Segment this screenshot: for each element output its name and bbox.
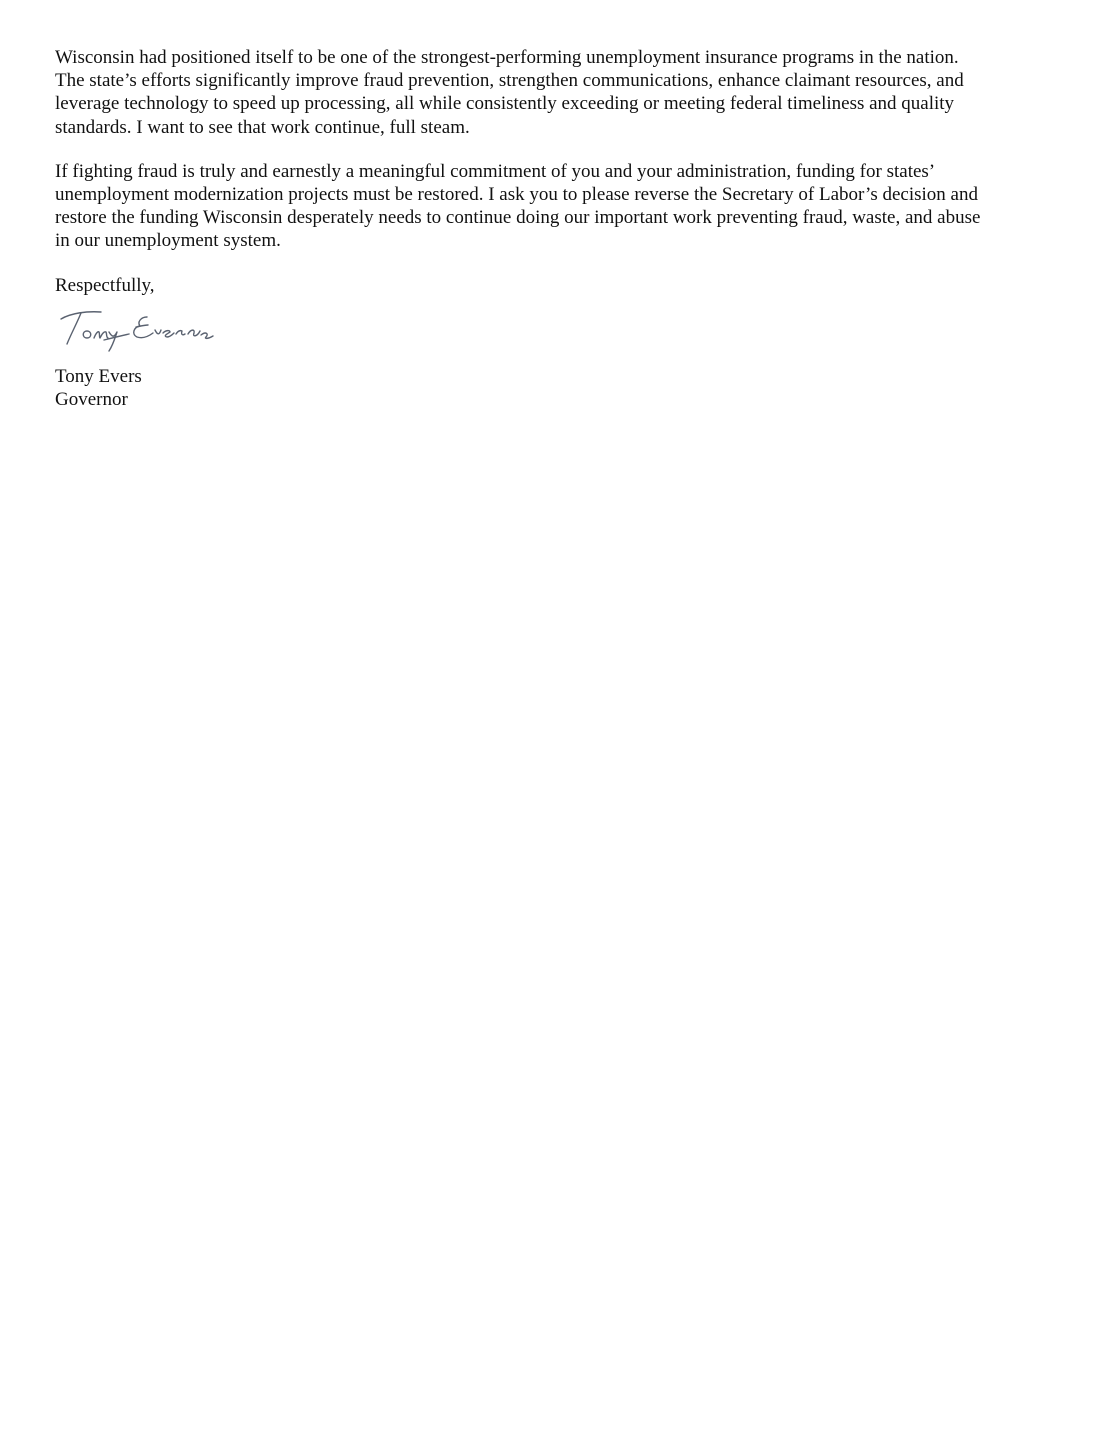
- paragraph-line: The state’s efforts significantly improve fraud prevention, strengthen communications, enhance claimant resources, and: [55, 70, 964, 92]
- paragraph-line: leverage technology to speed up processing, all while consistently exceeding or meeting federal timeliness and quality: [55, 93, 955, 115]
- closing-salutation: Respectfully,: [55, 274, 155, 296]
- paragraph-line: Wisconsin had positioned itself to be one of the strongest-performing unemployment insurance programs in the nation.: [55, 47, 959, 68]
- paragraph-line: in our unemployment system.: [55, 230, 281, 252]
- signature-icon: [57, 307, 227, 353]
- paragraph-line: restore the funding Wisconsin desperately needs to continue doing our important work preventing fraud, waste, and abuse: [55, 207, 981, 229]
- paragraph-performance: [55, 46, 1055, 139]
- paragraph-line: unemployment modernization projects must be restored. I ask you to please reverse the Secretary of Labor’s decision and: [55, 184, 978, 206]
- signer-title: Governor: [55, 389, 128, 411]
- paragraph-line: standards. I want to see that work continue, full steam.: [55, 116, 470, 138]
- letter-body: [55, 46, 1055, 411]
- signer-name: Tony Evers: [55, 365, 142, 387]
- signer-block: [55, 365, 1055, 411]
- paragraph-funding-request: [55, 160, 1055, 253]
- paragraph-line: If fighting fraud is truly and earnestly a meaningful commitment of you and your administration, funding for states’: [55, 160, 936, 182]
